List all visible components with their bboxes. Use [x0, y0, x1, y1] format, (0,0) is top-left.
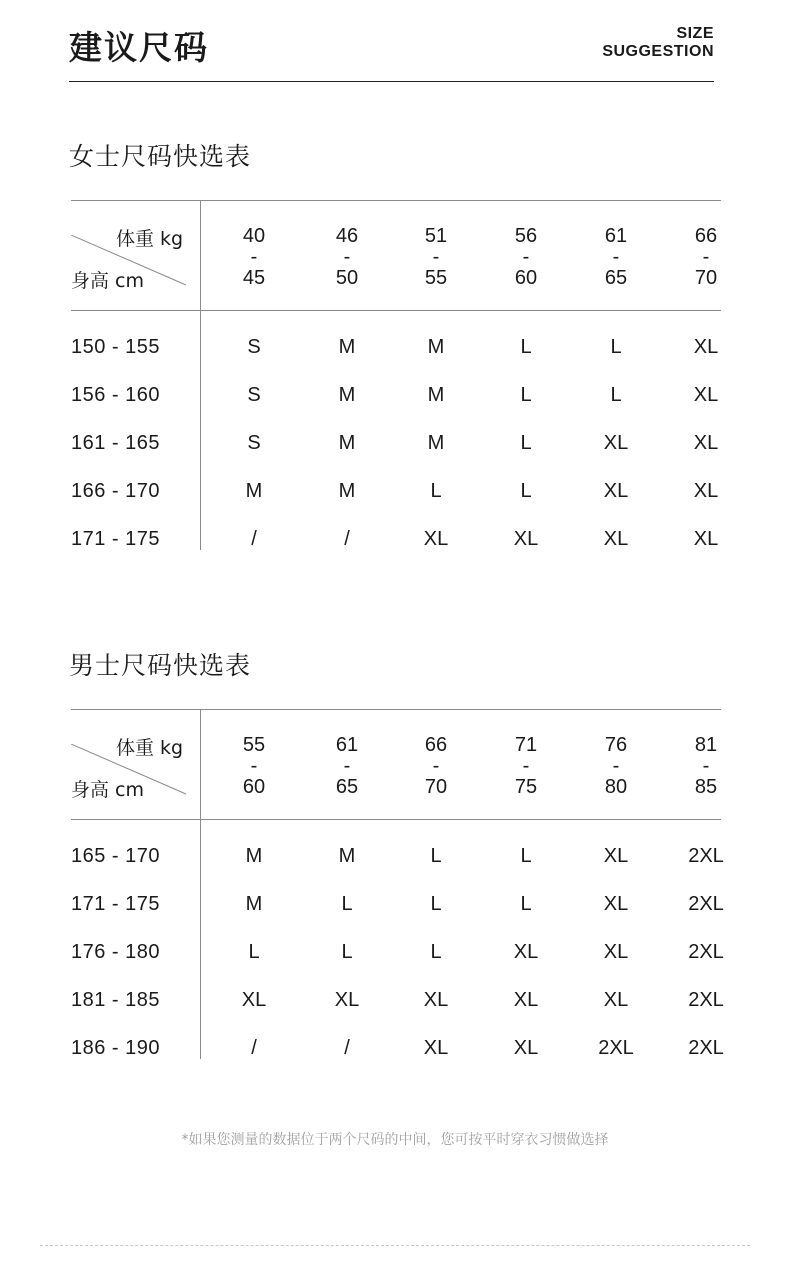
size-cell: / [251, 528, 257, 550]
table-row [71, 384, 721, 414]
size-cell: S [247, 432, 261, 454]
weight-range-dash: - [343, 246, 351, 268]
weight-range-low: 61 [604, 225, 628, 247]
weight-range-high: 70 [424, 776, 448, 798]
table-top-rule [71, 200, 721, 201]
size-cell: XL [334, 989, 360, 1011]
size-cell: M [338, 384, 356, 406]
weight-range-high: 85 [694, 776, 718, 798]
weight-range-dash: - [522, 755, 530, 777]
weight-range-high: 80 [604, 776, 628, 798]
size-cell: L [520, 432, 532, 454]
weight-range-high: 60 [514, 267, 538, 289]
height-range-cell: 165 - 170 [71, 845, 161, 867]
title-en-line-1: SIZE [676, 25, 714, 42]
size-cell: XL [423, 989, 449, 1011]
weight-axis-label: 体重 kg [116, 737, 184, 759]
weight-range-high: 55 [424, 267, 448, 289]
table-header-rule [71, 819, 721, 820]
size-cell: XL [513, 528, 539, 550]
weight-range-dash: - [612, 246, 620, 268]
header-divider [69, 81, 714, 82]
height-axis-label: 身高 cm [71, 270, 144, 292]
table-row [71, 432, 721, 462]
weight-range-header [586, 735, 646, 798]
table-top-rule [71, 709, 721, 710]
weight-range-header [224, 226, 284, 289]
size-cell: L [520, 336, 532, 358]
weight-range-low: 76 [604, 734, 628, 756]
size-cell: L [520, 384, 532, 406]
size-cell: L [610, 384, 622, 406]
height-range-cell: 181 - 185 [71, 989, 161, 1011]
weight-range-header [224, 735, 284, 798]
size-cell: XL [423, 1037, 449, 1059]
size-cell: XL [693, 384, 719, 406]
weight-range-header [317, 735, 377, 798]
height-range-cell: 171 - 175 [71, 528, 161, 550]
size-cell: 2XL [688, 1037, 724, 1059]
weight-range-high: 65 [335, 776, 359, 798]
size-cell: M [338, 432, 356, 454]
weight-axis-label: 体重 kg [116, 228, 184, 250]
table-row [71, 989, 724, 1019]
size-cell: XL [693, 432, 719, 454]
weight-range-dash: - [432, 755, 440, 777]
size-cell: M [338, 336, 356, 358]
height-range-cell: 171 - 175 [71, 893, 161, 915]
weight-range-header [496, 226, 556, 289]
weight-range-low: 66 [694, 225, 718, 247]
height-range-cell: 161 - 165 [71, 432, 161, 454]
men-section-title: 男士尺码快选表 [69, 651, 252, 680]
height-range-cell: 186 - 190 [71, 1037, 161, 1059]
size-cell: L [430, 893, 442, 915]
size-cell: M [427, 384, 445, 406]
size-cell: XL [241, 989, 267, 1011]
size-cell: XL [603, 528, 629, 550]
weight-range-dash: - [250, 755, 258, 777]
size-cell: M [338, 845, 356, 867]
size-cell: L [520, 893, 532, 915]
size-cell: L [430, 941, 442, 963]
weight-range-low: 55 [242, 734, 266, 756]
weight-range-low: 51 [424, 225, 448, 247]
weight-range-header [406, 226, 466, 289]
weight-range-dash: - [612, 755, 620, 777]
size-cell: M [427, 336, 445, 358]
weight-range-high: 65 [604, 267, 628, 289]
weight-range-dash: - [250, 246, 258, 268]
table-row [71, 480, 721, 510]
size-cell: XL [603, 893, 629, 915]
weight-range-low: 40 [242, 225, 266, 247]
weight-range-dash: - [702, 246, 710, 268]
size-cell: L [341, 941, 353, 963]
size-cell: XL [513, 989, 539, 1011]
size-cell: L [430, 480, 442, 502]
weight-range-header [676, 735, 736, 798]
title-en-line-2: SUGGESTION [602, 43, 714, 60]
page-title-english [602, 25, 714, 61]
table-row [71, 893, 724, 923]
size-cell: XL [603, 989, 629, 1011]
weight-range-header [586, 226, 646, 289]
size-note: *如果您测量的数据位于两个尺码的中间，您可按平时穿衣习惯做选择 [181, 1132, 609, 1148]
size-cell: L [248, 941, 260, 963]
women-section-title: 女士尺码快选表 [69, 142, 252, 171]
size-cell: XL [603, 432, 629, 454]
table-row [71, 941, 724, 971]
height-range-cell: 150 - 155 [71, 336, 161, 358]
size-cell: 2XL [688, 941, 724, 963]
weight-range-high: 75 [514, 776, 538, 798]
size-cell: L [430, 845, 442, 867]
weight-range-low: 81 [694, 734, 718, 756]
size-cell: XL [693, 480, 719, 502]
weight-range-header [496, 735, 556, 798]
size-cell: S [247, 336, 261, 358]
table-header-rule [71, 310, 721, 311]
size-cell: XL [513, 941, 539, 963]
height-range-cell: 156 - 160 [71, 384, 161, 406]
size-cell: 2XL [688, 893, 724, 915]
weight-range-dash: - [522, 246, 530, 268]
weight-range-header [406, 735, 466, 798]
size-cell: M [427, 432, 445, 454]
table-row [71, 845, 724, 875]
size-cell: XL [423, 528, 449, 550]
weight-range-dash: - [343, 755, 351, 777]
size-cell: XL [693, 528, 719, 550]
weight-range-high: 60 [242, 776, 266, 798]
weight-range-header [317, 226, 377, 289]
size-cell: L [520, 845, 532, 867]
size-cell: M [338, 480, 356, 502]
size-cell: XL [693, 336, 719, 358]
size-cell: 2XL [688, 845, 724, 867]
size-cell: XL [603, 845, 629, 867]
size-cell: 2XL [688, 989, 724, 1011]
weight-range-header [676, 226, 736, 289]
size-cell: S [247, 384, 261, 406]
weight-range-low: 46 [335, 225, 359, 247]
weight-range-low: 61 [335, 734, 359, 756]
size-cell: L [610, 336, 622, 358]
size-cell: M [245, 480, 263, 502]
weight-range-high: 70 [694, 267, 718, 289]
men-size-table [71, 709, 724, 1059]
weight-range-low: 66 [424, 734, 448, 756]
weight-range-low: 56 [514, 225, 538, 247]
size-cell: / [344, 528, 350, 550]
height-axis-label: 身高 cm [71, 779, 144, 801]
size-cell: L [520, 480, 532, 502]
weight-range-low: 71 [514, 734, 538, 756]
weight-range-high: 45 [242, 267, 266, 289]
footer-dashed-divider [40, 1245, 750, 1246]
size-cell: XL [603, 941, 629, 963]
size-cell: / [344, 1037, 350, 1059]
weight-range-high: 50 [335, 267, 359, 289]
page-title: 建议尺码 [69, 28, 209, 67]
size-cell: XL [603, 480, 629, 502]
height-range-cell: 176 - 180 [71, 941, 161, 963]
weight-range-dash: - [702, 755, 710, 777]
size-cell: 2XL [598, 1037, 634, 1059]
size-cell: / [251, 1037, 257, 1059]
table-row [71, 1037, 724, 1067]
height-range-cell: 166 - 170 [71, 480, 161, 502]
weight-range-dash: - [432, 246, 440, 268]
size-cell: M [245, 893, 263, 915]
women-size-table [71, 200, 721, 550]
table-row [71, 336, 721, 366]
table-row [71, 528, 721, 558]
size-cell: M [245, 845, 263, 867]
size-cell: XL [513, 1037, 539, 1059]
size-cell: L [341, 893, 353, 915]
